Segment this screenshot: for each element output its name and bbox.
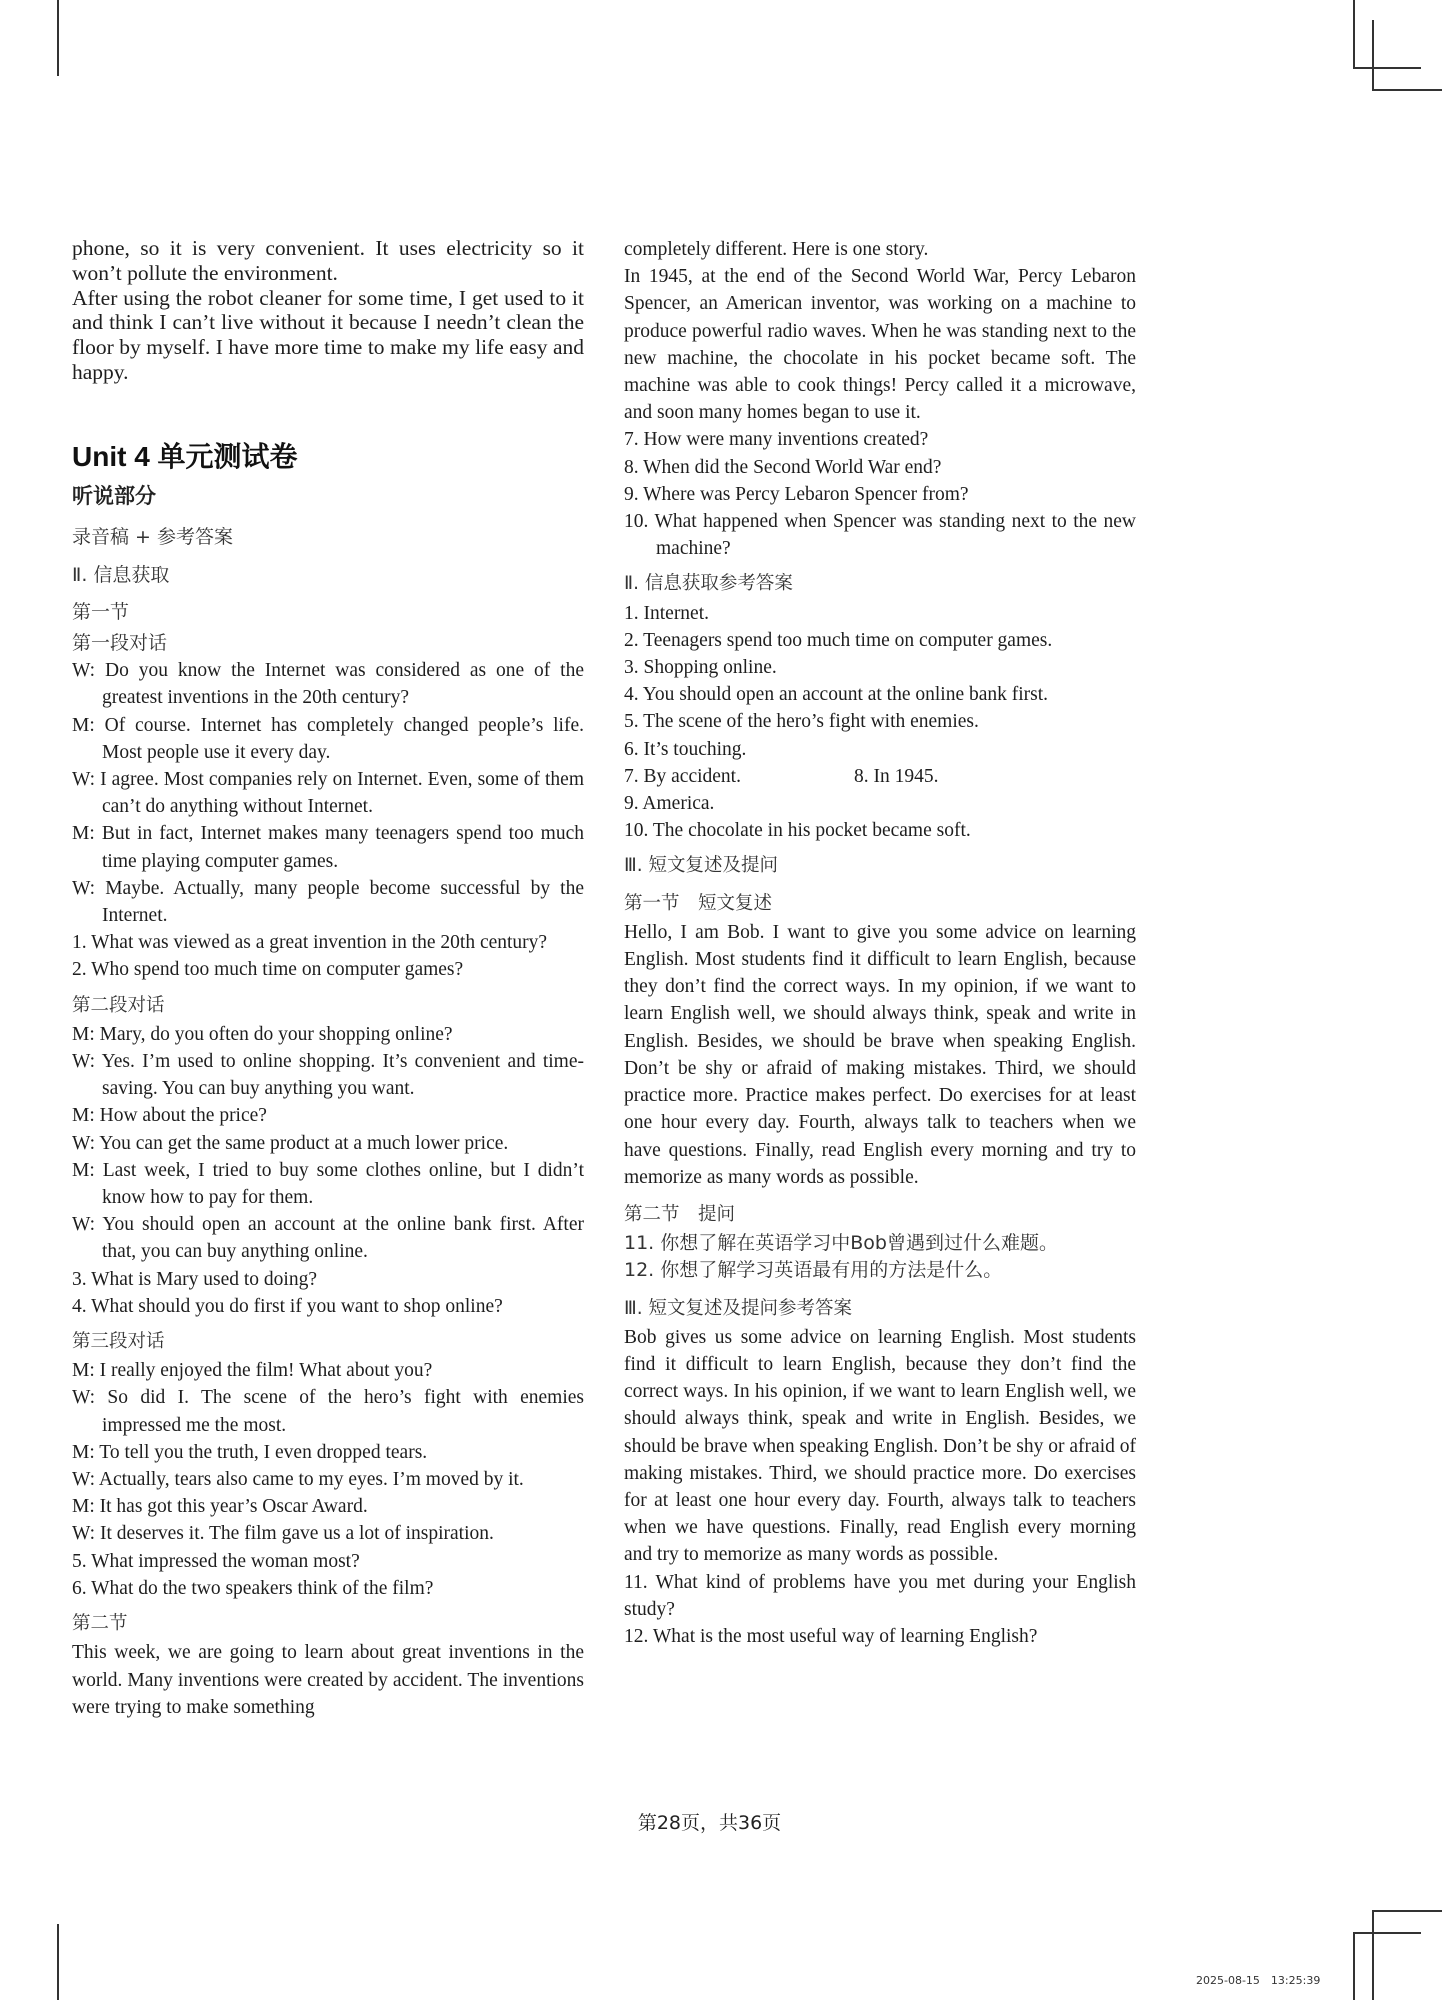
crop-mark-top-right-h2	[1372, 89, 1442, 91]
final-question: 11. What kind of problems have you met during your English study?	[624, 1571, 1136, 1620]
page-number-text: 第28页，共36页	[637, 1812, 782, 1834]
dialog-line: M: How about the price?	[72, 1105, 267, 1127]
dialog-line: W: You can get the same product at a much lower price.	[72, 1132, 509, 1154]
ask-item: 12. 你想了解学习英语最有用的方法是什么。	[624, 1259, 1003, 1282]
dialog-line: M: I really enjoyed the film! What about you?	[72, 1360, 433, 1382]
answer-row-7-8	[624, 763, 1136, 790]
question: 5. What impressed the woman most?	[72, 1550, 360, 1572]
crop-mark-top-left	[57, 0, 59, 76]
dialog-line: W: Do you know the Internet was considered as one of the greatest inventions in the 20th century?	[72, 660, 584, 709]
part-2-text: This week, we are going to learn about great inventions in the world. Many inventions were created by accident. The inventions were trying to make something	[72, 1642, 584, 1718]
crop-mark-bottom-left	[57, 1924, 59, 2000]
ask-item: 11. 你想了解在英语学习中Bob曾遇到过什么难题。	[624, 1232, 1058, 1255]
answer: 10. The chocolate in his pocket became soft.	[624, 820, 971, 842]
question: 1. What was viewed as a great invention in the 20th century?	[72, 932, 548, 954]
answer: 4. You should open an account at the online bank first.	[624, 684, 1049, 706]
dialog-line: W: It deserves it. The film gave us a lot of inspiration.	[72, 1523, 494, 1545]
crop-mark-bottom-right-v1	[1353, 1932, 1355, 2000]
dialog-line: M: But in fact, Internet makes many teenagers spend too much time playing computer games.	[72, 823, 584, 872]
crop-mark-top-right-v1	[1353, 0, 1355, 68]
dialog-line: M: Mary, do you often do your shopping online?	[72, 1023, 453, 1045]
section-iii-title: Ⅲ. 短文复述及提问	[624, 855, 779, 877]
dialog-line: W: Yes. I’m used to online shopping. It’s convenient and time-saving. You can buy anything you want.	[72, 1051, 584, 1100]
dialog-line: M: It has got this year’s Oscar Award.	[72, 1496, 368, 1518]
answer: 8. In 1945.	[854, 765, 939, 787]
question: 10. What happened when Spencer was standing next to the new machine?	[624, 511, 1136, 560]
intro-paragraph-2: After using the robot cleaner for some time, I get used to it and think I can’t live without it because I needn’t clean the floor by myself. I have more time to make my life easy and happy.	[72, 285, 584, 384]
listening-speaking-title: 听说部分	[72, 483, 156, 508]
story-paragraph: In 1945, at the end of the Second World War, Percy Lebaron Spencer, an American inventor, was working on a machine to produce powerful radio waves. When he was standing next to the new machine, the chocolate in his pocket became soft. The machine was able to cook things! Percy called it a microwave, and soon many homes began to use it.	[624, 266, 1136, 424]
right-column	[624, 236, 1136, 1650]
intro-paragraph-1: phone, so it is very convenient. It uses electricity so it won’t pollute the environment.	[72, 236, 584, 285]
answer: 7. By accident.	[624, 765, 741, 787]
ask-title: 第二节 提问	[624, 1203, 736, 1225]
dialog-line: W: Actually, tears also came to my eyes. I’m moved by it.	[72, 1469, 524, 1491]
answer: 1. Internet.	[624, 602, 710, 624]
final-question: 12. What is the most useful way of learning English?	[624, 1625, 1038, 1647]
question: 4. What should you do first if you want to shop online?	[72, 1295, 503, 1317]
answer: 5. The scene of the hero’s fight with enemies.	[624, 711, 979, 733]
dialog-line: W: So did I. The scene of the hero’s fight with enemies impressed me the most.	[72, 1387, 584, 1436]
summary-paragraph: Bob gives us some advice on learning English. Most students find it difficult to learn English, because they don’t find the correct ways. In his opinion, if we want to learn English well, we should always think, speak and write in English. Besides, we should be brave when speaking English. Don’t be shy or afraid of making mistakes. Third, we should practice more. Do exercises for at least one hour every day. Fourth, always talk to teachers when we have questions. Finally, read English every morning and try to memorize as many words as possible.	[624, 1326, 1136, 1566]
answer: 2. Teenagers spend too much time on computer games.	[624, 629, 1053, 651]
crop-mark-top-right-h1	[1353, 67, 1421, 69]
print-timestamp: 2025-08-15 13:25:39	[1196, 1974, 1321, 1987]
answers-title: Ⅱ. 信息获取参考答案	[624, 573, 793, 595]
crop-mark-top-right-v2	[1372, 20, 1374, 90]
left-column	[72, 236, 584, 1721]
answer: 6. It’s touching.	[624, 738, 747, 760]
crop-mark-bottom-right-v2	[1372, 1910, 1374, 2000]
question: 3. What is Mary used to doing?	[72, 1268, 317, 1290]
dialog-1-title: 第一段对话	[72, 631, 168, 654]
dialog-3-title: 第三段对话	[72, 1331, 165, 1353]
dialog-line: M: To tell you the truth, I even dropped tears.	[72, 1441, 428, 1463]
dialog-2-title: 第二段对话	[72, 994, 165, 1016]
page-number	[0, 1808, 1443, 1835]
dialog-line: W: I agree. Most companies rely on Internet. Even, some of them can’t do anything without Internet.	[72, 769, 584, 818]
question: 6. What do the two speakers think of the film?	[72, 1577, 434, 1599]
story-continuation: completely different. Here is one story.	[624, 239, 929, 260]
answer: 9. America.	[624, 793, 715, 815]
retell-paragraph: Hello, I am Bob. I want to give you some advice on learning English. Most students find it difficult to learn English, because they don’t find the correct ways. In my opinion, if we want to learn English well, we should always think, speak and write in English. Besides, we should be brave when speaking English. Don’t be shy or afraid of making mistakes. Third, we should practice more. Practice makes perfect. Do exercises for at least one hour every day. Fourth, always talk to teachers when we have questions. Finally, read English every morning and try to memorize as many words as possible.	[624, 921, 1136, 1188]
crop-mark-bottom-right-h2	[1372, 1910, 1442, 1912]
answer: 3. Shopping online.	[624, 657, 777, 679]
dialog-line: W: You should open an account at the online bank first. After that, you can buy anything online.	[72, 1214, 584, 1263]
question: 7. How were many inventions created?	[624, 429, 929, 451]
dialog-line: M: Last week, I tried to buy some clothes online, but I didn’t know how to pay for them.	[72, 1159, 584, 1209]
question: 9. Where was Percy Lebaron Spencer from?	[624, 483, 969, 505]
dialog-line: M: Of course. Internet has completely changed people’s life. Most people use it every day.	[72, 714, 584, 763]
crop-mark-bottom-right-h1	[1353, 1932, 1421, 1934]
section-ii-label: Ⅱ. 信息获取	[72, 563, 170, 586]
part-2-title: 第二节	[72, 1613, 128, 1635]
dialog-line: W: Maybe. Actually, many people become successful by the Internet.	[72, 877, 584, 927]
unit-title: Unit 4 单元测试卷	[72, 440, 298, 472]
question: 8. When did the Second World War end?	[624, 456, 942, 478]
section-iii-answers-title: Ⅲ. 短文复述及提问参考答案	[624, 1297, 853, 1319]
part-1-label: 第一节	[72, 600, 130, 623]
question: 2. Who spend too much time on computer games?	[72, 959, 464, 981]
recording-label: 录音稿 + 参考答案	[72, 525, 233, 548]
retell-title: 第一节 短文复述	[624, 892, 773, 914]
